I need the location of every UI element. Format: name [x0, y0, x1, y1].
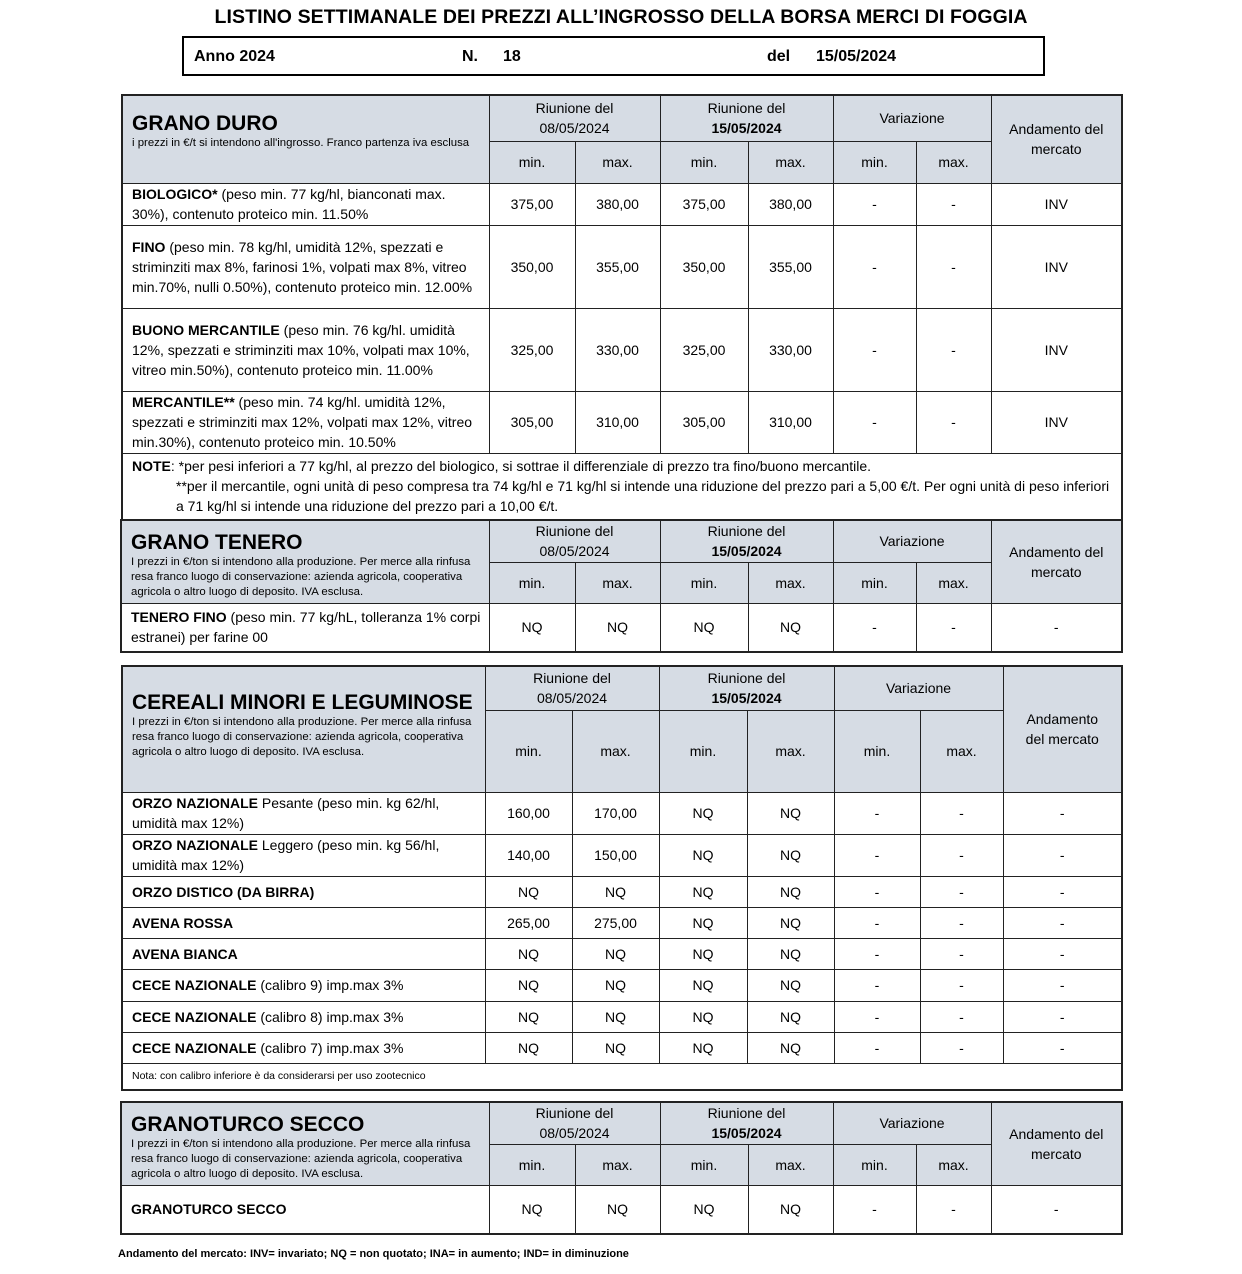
max-label: max. [747, 710, 834, 792]
min-label: min. [833, 141, 916, 183]
curr-min-price: NQ [659, 1032, 747, 1063]
curr-max-price: 355,00 [748, 225, 833, 308]
product-description [122, 792, 485, 834]
max-label: max. [575, 562, 660, 603]
prev-min-price: NQ [485, 1001, 572, 1032]
curr-max-price: NQ [747, 969, 834, 1001]
max-label: max. [920, 710, 1003, 792]
market-trend: - [1003, 792, 1122, 834]
market-trend: - [991, 1185, 1122, 1234]
table-row [122, 1001, 1122, 1032]
curr-min-price: 325,00 [660, 308, 748, 391]
prev-max-price: 330,00 [575, 308, 660, 391]
current-meeting-header: Riunione del 15/05/2024 [660, 95, 833, 141]
max-label: max. [916, 1144, 991, 1185]
document-title: LISTINO SETTIMANALE DEI PREZZI ALL’INGROSSO DELLA BORSA MERCI DI FOGGIA [214, 6, 1028, 28]
prev-min-price: 350,00 [489, 225, 575, 308]
min-label: min. [489, 1144, 575, 1185]
min-label: min. [660, 562, 748, 603]
product-name: CECE NAZIONALE [132, 1039, 257, 1056]
variation-max: - [920, 1032, 1003, 1063]
market-trend: - [1003, 938, 1122, 969]
curr-min-price: NQ [659, 938, 747, 969]
product-description [121, 603, 489, 652]
product-name: BIOLOGICO* [132, 186, 218, 202]
product-spec: Pesante (peso min. kg 62/hl, umidità max 12%) [132, 795, 440, 831]
number-label: N. [462, 48, 478, 65]
table-row [122, 183, 1122, 225]
issue-date: 15/05/2024 [816, 48, 897, 65]
market-trend: - [1003, 834, 1122, 876]
table-row [121, 603, 1122, 652]
prev-min-price: 160,00 [485, 792, 572, 834]
market-trend-header: Andamento del mercato [991, 1102, 1122, 1185]
product-description [122, 308, 489, 391]
previous-meeting-header: Riunione del 08/05/2024 [485, 666, 659, 710]
curr-max-price: NQ [747, 907, 834, 938]
variation-max: - [916, 225, 991, 308]
prev-max-price: 355,00 [575, 225, 660, 308]
prev-max-price: NQ [575, 603, 660, 652]
product-description [122, 834, 485, 876]
variation-min: - [833, 391, 916, 453]
variation-max: - [916, 603, 991, 652]
prev-min-price: NQ [485, 876, 572, 907]
table-row [122, 792, 1122, 834]
section-description: i prezzi in €/t si intendono all'ingrosso. Franco partenza iva esclusa [132, 137, 470, 149]
curr-min-price: NQ [660, 1185, 748, 1234]
market-trend-header: Andamento del mercato [991, 95, 1122, 183]
product-spec: (calibro 9) imp.max 3% [256, 977, 404, 993]
table-row [122, 938, 1122, 969]
prev-max-price: NQ [572, 938, 659, 969]
variation-max: - [920, 876, 1003, 907]
product-description [122, 1032, 485, 1063]
curr-max-price: NQ [747, 938, 834, 969]
current-meeting-header: Riunione del 15/05/2024 [660, 520, 833, 562]
product-description [122, 225, 489, 308]
curr-min-price: NQ [659, 792, 747, 834]
product-name: AVENA BIANCA [132, 945, 238, 962]
curr-min-price: 375,00 [660, 183, 748, 225]
prev-max-price: NQ [572, 969, 659, 1001]
section-title: GRANOTURCO SECCO [131, 1113, 365, 1136]
max-label: max. [748, 1144, 833, 1185]
market-trend: - [1003, 1001, 1122, 1032]
product-description [122, 183, 489, 225]
product-description [122, 391, 489, 453]
min-label: min. [485, 710, 572, 792]
prev-max-price: NQ [572, 1001, 659, 1032]
cereali-note: Nota: con calibro inferiore è da considerarsi per uso zootecnico [122, 1063, 1122, 1090]
market-trend-header: Andamento del mercato [1003, 666, 1122, 792]
product-name: FINO [132, 238, 166, 255]
number-value: 18 [503, 48, 521, 65]
product-name: ORZO NAZIONALE [132, 837, 258, 853]
variation-max: - [920, 834, 1003, 876]
product-spec: (peso min. 74 kg/hl. umidità 12%, spezzati e striminziti max 12%, volpati max 12%, vitreo min.30%), contenuto proteico min. 10.50% [132, 394, 473, 450]
curr-max-price: NQ [748, 603, 833, 652]
prev-min-price: NQ [489, 603, 575, 652]
market-trend: INV [991, 183, 1122, 225]
product-name: MERCANTILE** [132, 394, 235, 410]
max-label: max. [748, 562, 833, 603]
market-trend: - [991, 603, 1122, 652]
curr-min-price: NQ [659, 907, 747, 938]
market-trend-legend: Andamento del mercato: INV= invariato; NQ = non quotato; INA= in aumento; IND= in diminuzione [118, 1248, 629, 1260]
granoturco-secco-table [120, 1101, 1123, 1235]
variation-header: Variazione [833, 520, 991, 562]
table-row [122, 225, 1122, 308]
market-trend: INV [991, 225, 1122, 308]
curr-max-price: NQ [747, 834, 834, 876]
max-label: max. [575, 1144, 660, 1185]
min-label: min. [833, 1144, 916, 1185]
product-name: ORZO DISTICO (DA BIRRA) [132, 883, 315, 900]
curr-min-price: NQ [659, 969, 747, 1001]
product-description [121, 1185, 489, 1234]
prev-max-price: 170,00 [572, 792, 659, 834]
product-spec: (peso min. 76 kg/hl. umidità 12%, spezzati e striminziti max 10%, volpati max 10%, vitreo min.50%), contenuto proteico min. 11.00% [132, 321, 470, 378]
min-label: min. [660, 1144, 748, 1185]
market-trend: INV [991, 308, 1122, 391]
prev-max-price: 310,00 [575, 391, 660, 453]
market-trend: INV [991, 391, 1122, 453]
prev-min-price: 305,00 [489, 391, 575, 453]
table-row [122, 834, 1122, 876]
market-trend: - [1003, 1032, 1122, 1063]
prev-min-price: NQ [485, 938, 572, 969]
variation-max: - [920, 969, 1003, 1001]
variation-min: - [833, 603, 916, 652]
variation-max: - [920, 907, 1003, 938]
variation-min: - [834, 792, 920, 834]
max-label: max. [916, 562, 991, 603]
product-name: AVENA ROSSA [132, 914, 234, 931]
prev-max-price: 380,00 [575, 183, 660, 225]
prev-min-price: NQ [485, 969, 572, 1001]
product-spec: (peso min. 77 kg/hL, tolleranza 1% corpi estranei) per farine 00 [131, 609, 481, 646]
product-name: TENERO FINO [131, 609, 227, 626]
variation-min: - [834, 876, 920, 907]
min-label: min. [659, 710, 747, 792]
section-header-cell [121, 1102, 489, 1185]
table-row [122, 876, 1122, 907]
current-meeting-header: Riunione del 15/05/2024 [659, 666, 834, 710]
section-title: CEREALI MINORI E LEGUMINOSE [132, 691, 473, 714]
curr-max-price: 380,00 [748, 183, 833, 225]
variation-min: - [834, 907, 920, 938]
cereali-minori-table [121, 665, 1123, 1091]
previous-meeting-header: Riunione del 08/05/2024 [489, 1102, 660, 1144]
product-description [122, 969, 485, 1001]
market-trend-header: Andamento del mercato [991, 520, 1122, 603]
curr-min-price: NQ [659, 834, 747, 876]
product-spec: (calibro 8) imp.max 3% [256, 1008, 404, 1025]
max-label: max. [916, 141, 991, 183]
product-name: CECE NAZIONALE [132, 1008, 257, 1025]
prev-min-price: 140,00 [485, 834, 572, 876]
curr-min-price: 350,00 [660, 225, 748, 308]
section-title: GRANO DURO [132, 112, 278, 135]
max-label: max. [575, 141, 660, 183]
curr-min-price: 305,00 [660, 391, 748, 453]
prev-max-price: NQ [572, 876, 659, 907]
section-description: I prezzi in €/ton si intendono alla produzione. Per merce alla rinfusa resa franco luogo di conservazione: azienda agricola, cooperativa agricola o altro luogo di deposito. IVA esclusa. [131, 556, 471, 598]
table-row [122, 1032, 1122, 1063]
section-title: GRANO TENERO [131, 531, 303, 554]
curr-min-price: NQ [660, 603, 748, 652]
min-label: min. [834, 710, 920, 792]
variation-max: - [916, 183, 991, 225]
prev-min-price: 375,00 [489, 183, 575, 225]
variation-min: - [834, 834, 920, 876]
prev-max-price: 275,00 [572, 907, 659, 938]
product-description [122, 876, 485, 907]
grano-duro-table [121, 94, 1123, 521]
product-name: ORZO NAZIONALE [132, 795, 258, 811]
product-name: BUONO MERCANTILE [132, 321, 280, 338]
min-label: min. [833, 562, 916, 603]
section-header-cell [122, 666, 485, 792]
curr-max-price: 310,00 [748, 391, 833, 453]
year-label: Anno 2024 [194, 48, 275, 65]
current-meeting-header: Riunione del 15/05/2024 [660, 1102, 833, 1144]
variation-min: - [834, 1032, 920, 1063]
variation-max: - [920, 938, 1003, 969]
variation-min: - [833, 1185, 916, 1234]
variation-header: Variazione [833, 95, 991, 141]
min-label: min. [489, 141, 575, 183]
market-trend: - [1003, 876, 1122, 907]
curr-max-price: NQ [747, 1032, 834, 1063]
variation-max: - [920, 792, 1003, 834]
curr-max-price: NQ [747, 792, 834, 834]
product-spec: (peso min. 78 kg/hl, umidità 12%, spezzati e striminziti max 8%, farinosi 1%, volpati max 8%, vitreo min.70%, nulli 0.50%), contenuto proteico min. 12.00% [132, 238, 473, 295]
max-label: max. [572, 710, 659, 792]
variation-max: - [916, 308, 991, 391]
prev-max-price: NQ [572, 1032, 659, 1063]
curr-min-price: NQ [659, 876, 747, 907]
curr-max-price: 330,00 [748, 308, 833, 391]
grano-tenero-table [120, 519, 1123, 653]
table-row [122, 391, 1122, 453]
min-label: min. [489, 562, 575, 603]
variation-min: - [834, 1001, 920, 1032]
table-row [121, 1185, 1122, 1234]
variation-min: - [833, 225, 916, 308]
prev-min-price: 325,00 [489, 308, 575, 391]
product-spec: Leggero (peso min. kg 56/hl, umidità max 12%) [132, 837, 440, 873]
section-description: I prezzi in €/ton si intendono alla produzione. Per merce alla rinfusa resa franco luogo di conservazione: azienda agricola, cooperativa agricola o altro luogo di deposito. IVA esclusa. [132, 716, 472, 758]
section-description: I prezzi in €/ton si intendono alla produzione. Per merce alla rinfusa resa franco luogo di conservazione: azienda agricola, cooperativa agricola o altro luogo di deposito. IVA esclusa. [131, 1138, 471, 1180]
variation-header: Variazione [833, 1102, 991, 1144]
market-trend: - [1003, 907, 1122, 938]
min-label: min. [660, 141, 748, 183]
market-trend: - [1003, 969, 1122, 1001]
variation-max: - [920, 1001, 1003, 1032]
date-label: del [767, 48, 791, 65]
prev-min-price: 265,00 [485, 907, 572, 938]
section-header-cell [122, 95, 489, 183]
variation-min: - [833, 308, 916, 391]
issue-header-box [182, 36, 1045, 76]
product-name: GRANOTURCO SECCO [131, 1201, 287, 1218]
variation-max: - [916, 1185, 991, 1234]
table-row [122, 969, 1122, 1001]
product-name: CECE NAZIONALE [132, 977, 257, 993]
prev-max-price: 150,00 [572, 834, 659, 876]
variation-min: - [834, 938, 920, 969]
product-spec: (peso min. 77 kg/hl, bianconati max. 30%), contenuto proteico min. 11.50% [132, 186, 446, 222]
prev-min-price: NQ [485, 1032, 572, 1063]
previous-meeting-header: Riunione del 08/05/2024 [489, 95, 660, 141]
curr-max-price: NQ [747, 1001, 834, 1032]
product-description [122, 907, 485, 938]
variation-header: Variazione [834, 666, 1003, 710]
max-label: max. [748, 141, 833, 183]
variation-min: - [834, 969, 920, 1001]
prev-max-price: NQ [575, 1185, 660, 1234]
prev-min-price: NQ [489, 1185, 575, 1234]
curr-max-price: NQ [748, 1185, 833, 1234]
curr-min-price: NQ [659, 1001, 747, 1032]
variation-max: - [916, 391, 991, 453]
section-header-cell [121, 520, 489, 603]
product-description [122, 938, 485, 969]
table-row [122, 907, 1122, 938]
curr-max-price: NQ [747, 876, 834, 907]
previous-meeting-header: Riunione del 08/05/2024 [489, 520, 660, 562]
product-description [122, 1001, 485, 1032]
table-row [122, 308, 1122, 391]
variation-min: - [833, 183, 916, 225]
product-spec: (calibro 7) imp.max 3% [256, 1039, 404, 1056]
grano-duro-note: NOTE: *per pesi inferiori a 77 kg/hl, al prezzo del biologico, si sottrae il differenziale di prezzo tra fino/buono mercantile. **per il mercantile, ogni unità di peso compresa tra 74 kg/hl e 71 kg/hl si intende una riduzione del prezzo pari a 5,00 €/t. Per ogni unità di peso inferiori a 71 kg/hl si intende una riduzione del prezzo pari a 10,00 €/t. [122, 453, 1122, 520]
